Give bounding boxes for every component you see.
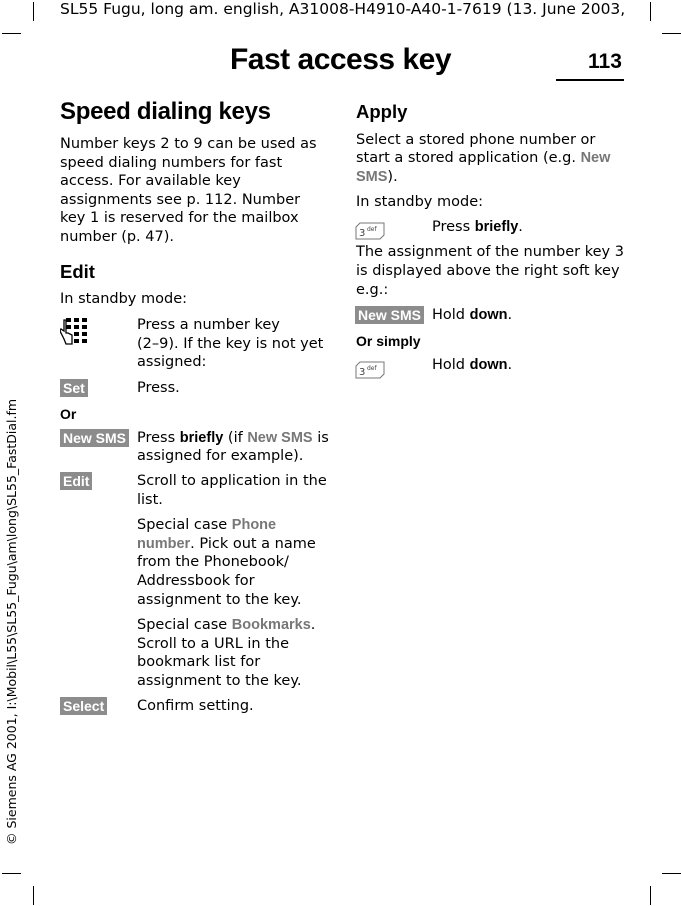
sms-inline: SMS <box>356 169 388 185</box>
apply-heading: Apply <box>356 101 408 122</box>
scroll-line1: Scroll to application in the <box>137 473 327 489</box>
phonebook-line: Addressbook for <box>137 573 255 589</box>
hold-down-text: Hold down. <box>432 307 513 323</box>
special-case-word: Special case <box>137 517 228 533</box>
crop-mark <box>2 33 21 34</box>
set-softkey[interactable]: Set <box>60 379 88 397</box>
apply-line2-text: start a stored application (e.g. <box>356 150 576 166</box>
phonebook-line: from the Phonebook/ <box>137 554 289 570</box>
press-word: Press <box>432 219 471 235</box>
crop-mark <box>662 33 681 34</box>
phone-label: Phone <box>231 517 277 533</box>
briefly-word: briefly <box>474 219 519 235</box>
number-key-3-icon <box>355 222 385 240</box>
or-simply-label: Or simply <box>356 333 421 349</box>
new-sms-softkey-right[interactable]: New SMS <box>355 306 424 324</box>
bookmark-line: Scroll to a URL in the <box>137 636 290 652</box>
crop-mark <box>650 886 651 905</box>
press-text: Press. <box>137 380 180 396</box>
standby-text-right: In standby mode: <box>356 194 483 210</box>
new-sms-inline: New SMS <box>247 430 313 446</box>
period: . <box>518 219 523 235</box>
key-digit: 3 <box>359 228 366 239</box>
page-number-rule <box>556 79 624 81</box>
page-number: 113 <box>588 50 622 73</box>
press-briefly-text <box>137 429 329 448</box>
new-sms-softkey[interactable]: New SMS <box>60 429 129 447</box>
page-title: Fast access key <box>229 43 451 76</box>
step-press-number-key-line1: Press a number key <box>137 317 280 333</box>
bookmarks-label: Bookmarks <box>231 617 311 633</box>
standby-text: In standby mode: <box>60 291 187 307</box>
assignment-line: is displayed above the right soft key <box>356 263 620 279</box>
bookmark-line: bookmark list for <box>137 654 261 670</box>
crop-mark <box>33 2 34 21</box>
special-case-phone-line2 <box>137 535 316 554</box>
crop-mark <box>650 2 651 21</box>
apply-line2 <box>356 149 610 168</box>
keypad-hand-icon <box>60 317 94 347</box>
crop-mark <box>33 886 34 905</box>
apply-line3 <box>356 168 398 187</box>
assigned-example-text: assigned for example). <box>137 448 304 464</box>
edit-softkey[interactable]: Edit <box>60 472 92 490</box>
special-case-word: Special case <box>137 617 228 633</box>
pick-out-text: . Pick out a name <box>190 536 316 552</box>
apply-end: ). <box>387 169 398 185</box>
section-heading: Speed dialing keys <box>60 98 271 125</box>
step-press-number-key-line3: assigned: <box>137 354 207 370</box>
press-word: Press <box>137 430 176 446</box>
running-head: SL55 Fugu, long am. english, A31008-H4910-A40-1-7619 (13. June 2003, <box>60 0 626 18</box>
scroll-line2: list. <box>137 492 163 508</box>
key-digit: 3 <box>359 367 366 378</box>
phonebook-line: assignment to the key. <box>137 592 302 608</box>
assignment-line: The assignment of the number key 3 <box>356 244 624 260</box>
new-inline: New <box>580 150 611 166</box>
press-briefly-right <box>432 218 523 237</box>
side-copyright: © Siemens AG 2001, I:\Mobil\L55\SL55_Fugu\am\long\SL55_FastDial.fm <box>4 398 19 845</box>
key-letters: def <box>367 226 377 233</box>
down-word: down <box>469 357 508 373</box>
if-word: (if <box>227 430 243 446</box>
briefly-word: briefly <box>179 430 224 446</box>
bookmark-line: assignment to the key. <box>137 673 302 689</box>
select-softkey[interactable]: Select <box>60 697 107 715</box>
apply-line1: Select a stored phone number or <box>356 132 596 148</box>
down-word: down <box>469 307 508 323</box>
confirm-setting-text: Confirm setting. <box>137 698 254 714</box>
crop-mark <box>662 873 681 874</box>
special-case-phone-line1 <box>137 516 276 535</box>
hold-down-text-2: Hold down. <box>432 357 513 373</box>
step-press-number-key-line2: (2–9). If the key is not yet <box>137 336 324 352</box>
or-label: Or <box>60 406 77 422</box>
hold-word: Hold <box>432 307 466 323</box>
number-label: number <box>137 536 191 552</box>
intro-paragraph: Number keys 2 to 9 can be used as speed dialing numbers for fast access. For available key assignments see p. 112. Number key 1 is reserved for the mailbox number (p. 47). <box>60 136 317 245</box>
edit-heading: Edit <box>60 261 95 282</box>
assignment-line: e.g.: <box>356 282 389 298</box>
number-key-3-icon <box>355 361 385 379</box>
hold-word: Hold <box>432 357 466 373</box>
crop-mark <box>2 873 21 874</box>
key-letters: def <box>367 365 377 372</box>
special-case-bookmarks-line1: Special case Bookmarks. <box>137 617 316 633</box>
is-word: is <box>317 430 329 446</box>
